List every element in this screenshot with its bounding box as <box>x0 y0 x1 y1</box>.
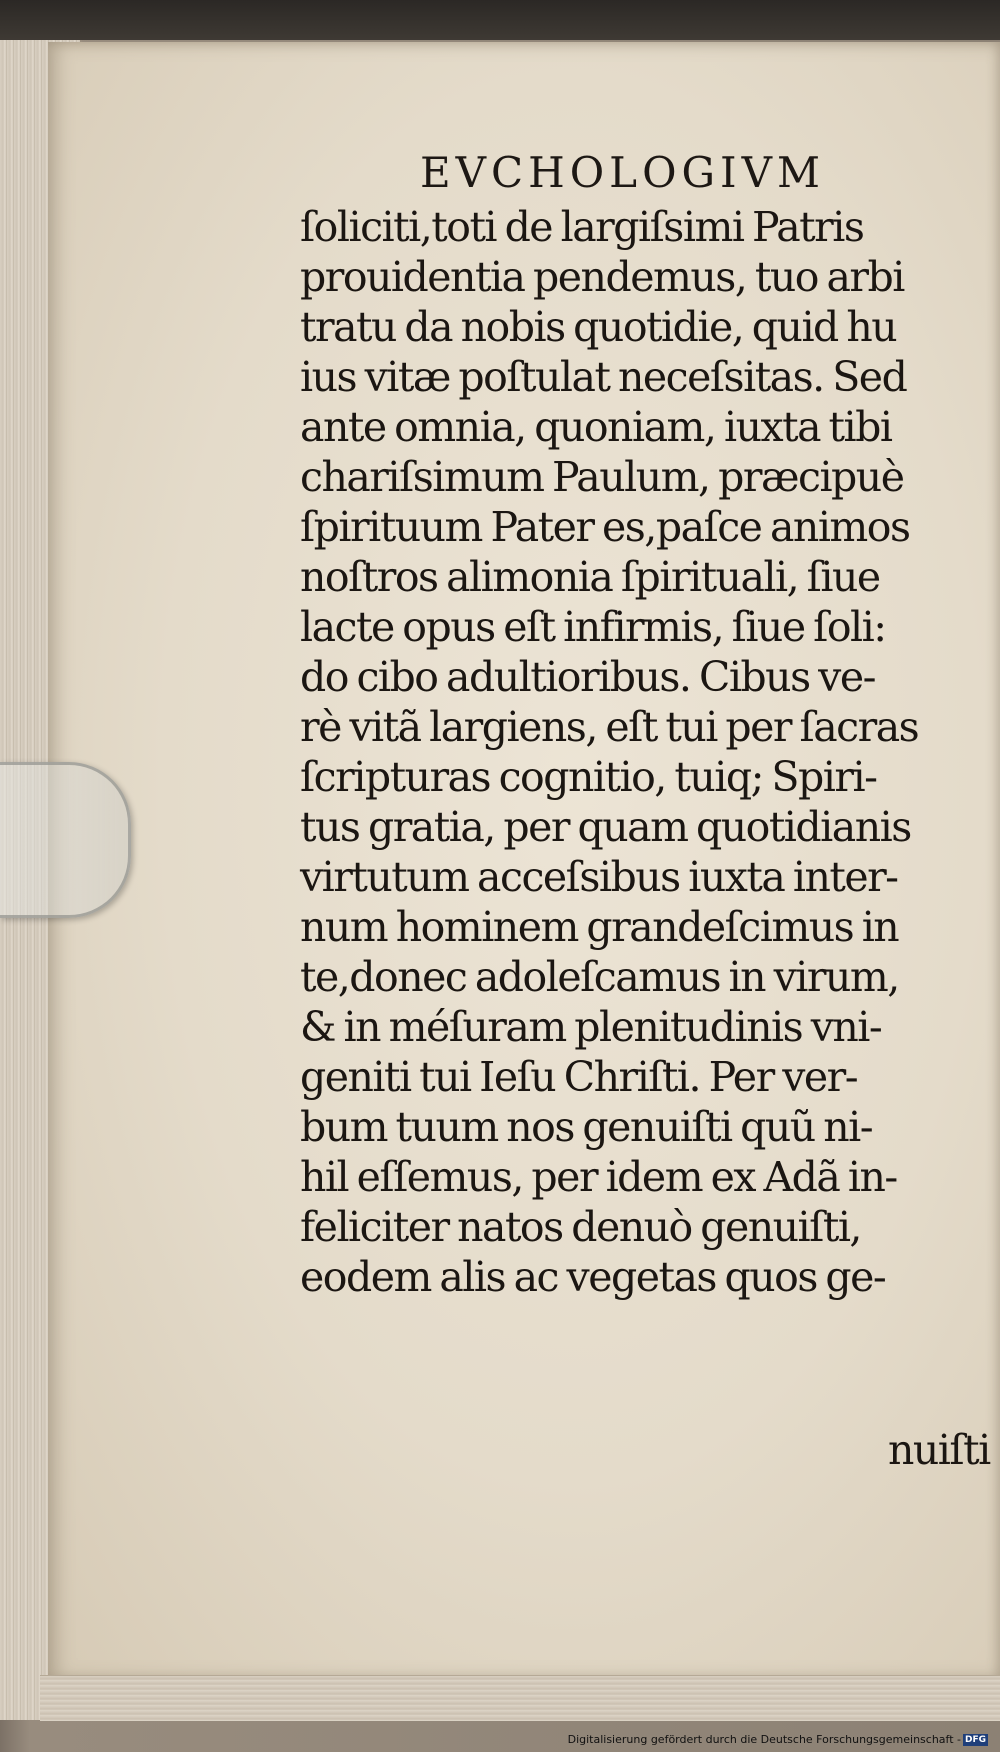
catchword: nuiſti <box>888 1426 990 1474</box>
text-line: virtutum acceſsibus iuxta inter- <box>300 853 898 901</box>
text-block <box>300 202 990 1302</box>
text-line: chariſsimum Paulum, præcipuè <box>300 453 904 501</box>
credit-text: Digitalisierung gefördert durch die Deutsche Forschungsgemeinschaft - <box>567 1733 961 1746</box>
text-line: bum tuum nos genuiſti quũ ni- <box>300 1103 873 1151</box>
text-line: ſoliciti,toti de largiſsimi Patris <box>300 203 864 251</box>
text-line: num hominem grandeſcimus in <box>300 903 899 951</box>
text-line: noſtros alimonia ſpirituali, ſiue <box>300 553 880 601</box>
text-line: tus gratia, per quam quotidianis <box>300 803 911 851</box>
page-clip <box>0 762 131 918</box>
text-line: ſpirituum Pater es,paſce animos <box>300 503 910 551</box>
text-line: feliciter natos denuò genuiſti, <box>300 1203 861 1251</box>
dfg-logo: DFG <box>964 1735 986 1745</box>
text-line: ſcripturas cognitio, tuiq; Spiri- <box>300 753 877 801</box>
text-line: ius vitæ poſtulat neceſsitas. Sed <box>300 353 907 401</box>
scanner-top-bar <box>0 0 1000 44</box>
text-line: ante omnia, quoniam, iuxta tibi <box>300 403 892 451</box>
text-line: eodem alis ac vegetas quos ge- <box>300 1253 886 1301</box>
text-line: tratu da nobis quotidie, quid hu <box>300 303 897 351</box>
text-line: & in méſuram plenitudinis vni- <box>300 1003 882 1051</box>
text-line: lacte opus eſt infirmis, ſiue ſoli: <box>300 603 886 651</box>
text-line: geniti tui Ieſu Chriſti. Per ver- <box>300 1053 858 1101</box>
text-line: rè vitã largiens, eſt tui per ſacras <box>300 703 919 751</box>
digitization-credit <box>568 1733 988 1746</box>
page-bottom-edge <box>40 1675 1000 1721</box>
text-line: do cibo adultioribus. Cibus ve- <box>300 653 875 701</box>
running-head: EVCHOLOGIVM <box>420 148 825 197</box>
text-line: hil eſſemus, per idem ex Adã in- <box>300 1153 897 1201</box>
text-line: prouidentia pendemus, tuo arbi <box>300 253 904 301</box>
text-line: te,donec adoleſcamus in virum, <box>300 953 899 1001</box>
